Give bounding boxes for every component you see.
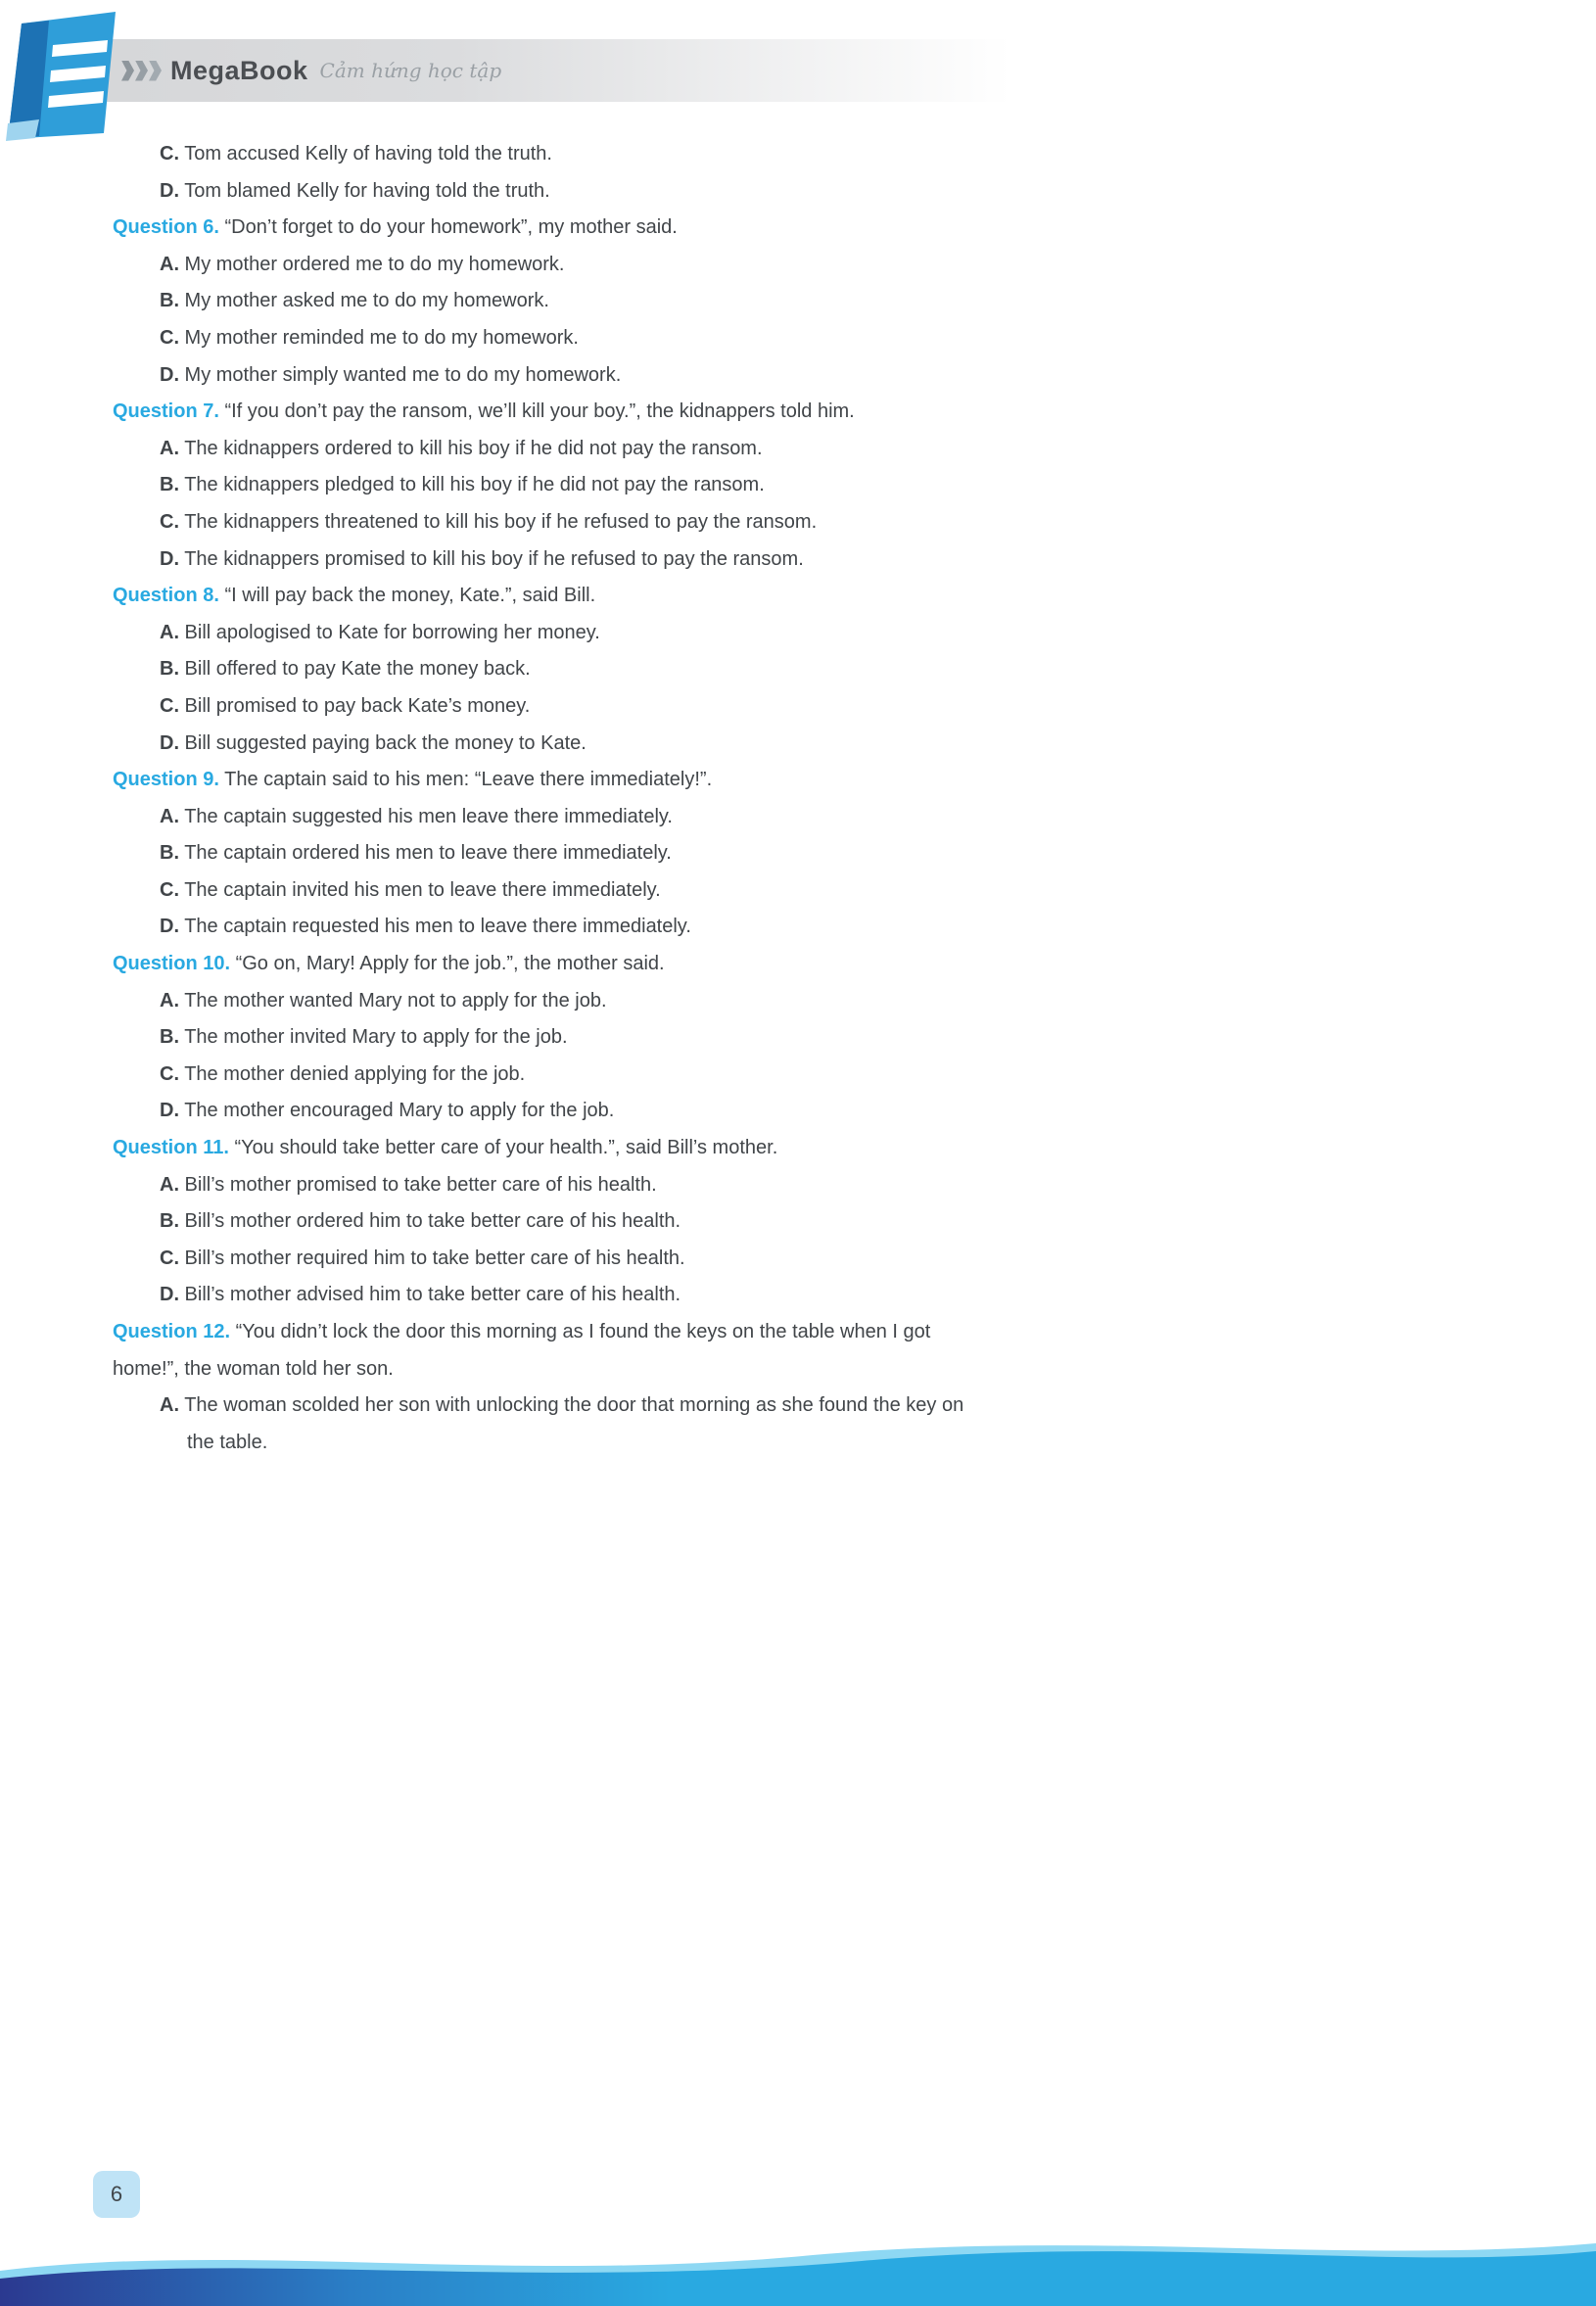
answer-option: B. The kidnappers pledged to kill his boy if he did not pay the ransom.	[160, 474, 765, 496]
answer-option: A. The mother wanted Mary not to apply for the job.	[160, 989, 607, 1012]
option-letter: B.	[160, 290, 179, 312]
question-label: Question 9.	[113, 769, 219, 791]
option-letter: A.	[160, 805, 179, 827]
option-letter: C.	[160, 1247, 179, 1269]
option-letter: A.	[160, 989, 179, 1012]
answer-option: D. The kidnappers promised to kill his boy if he refused to pay the ransom.	[160, 547, 804, 570]
option-letter: A.	[160, 1173, 179, 1196]
option-letter: D.	[160, 1100, 179, 1122]
question-block	[113, 946, 994, 1130]
answer-option: A. Bill apologised to Kate for borrowing her money.	[160, 621, 600, 643]
answer-option: C. Bill promised to pay back Kate’s money.	[160, 694, 531, 717]
question-label: Question 10.	[113, 953, 231, 975]
answer-option: B. The captain ordered his men to leave there immediately.	[160, 842, 672, 865]
answer-option: B. Bill’s mother ordered him to take better care of his health.	[160, 1210, 681, 1233]
question-prompt: Question 11. “You should take better care of your health.”, said Bill’s mother.	[113, 1137, 778, 1159]
answer-option: A. My mother ordered me to do my homework.	[160, 253, 565, 275]
brand-tagline: Cảm hứng học tập	[319, 59, 502, 82]
question-block	[113, 394, 994, 578]
answer-option: C. My mother reminded me to do my homework.	[160, 326, 579, 349]
question-label: Question 11.	[113, 1137, 229, 1159]
answer-option: D. My mother simply wanted me to do my homework.	[160, 363, 622, 386]
question-prompt: Question 9. The captain said to his men: “Leave there immediately!”.	[113, 769, 713, 791]
option-letter: B.	[160, 842, 179, 865]
brand-banner	[57, 39, 1051, 102]
triple-chevron-right-icon	[121, 61, 163, 81]
question-prompt: Question 12. “You didn’t lock the door this morning as I found the keys on the table when I got home!”, the woman told her son.	[113, 1321, 931, 1380]
content-area	[113, 136, 994, 1461]
answer-option: B. Bill offered to pay Kate the money back.	[160, 658, 531, 681]
page-number-badge	[93, 2171, 140, 2218]
option-letter: A.	[160, 1394, 179, 1417]
option-letter: D.	[160, 1284, 179, 1306]
answer-option: A. The woman scolded her son with unlocking the door that morning as she found the key on the table.	[160, 1394, 964, 1453]
option-letter: C.	[160, 510, 179, 533]
option-letter: D.	[160, 731, 179, 754]
answer-option: D. Tom blamed Kelly for having told the truth.	[160, 179, 550, 202]
option-letter: B.	[160, 1026, 179, 1049]
answer-option: D. The mother encouraged Mary to apply for the job.	[160, 1100, 615, 1122]
question-label: Question 6.	[113, 216, 219, 239]
answer-option: B. My mother asked me to do my homework.	[160, 290, 549, 312]
option-letter: B.	[160, 1210, 179, 1233]
option-letter: A.	[160, 437, 179, 459]
answer-option: A. The kidnappers ordered to kill his boy if he did not pay the ransom.	[160, 437, 763, 459]
question-prompt: Question 8. “I will pay back the money, Kate.”, said Bill.	[113, 585, 596, 607]
option-letter: D.	[160, 179, 179, 202]
corner-bookmark-decoration	[6, 8, 125, 143]
answer-option: A. Bill’s mother promised to take better care of his health.	[160, 1173, 657, 1196]
question-prompt: Question 7. “If you don’t pay the ransom, we’ll kill your boy.”, the kidnappers told him.	[113, 400, 855, 423]
answer-option: C. The mother denied applying for the job.	[160, 1062, 526, 1085]
option-letter: D.	[160, 916, 179, 938]
answer-option: B. The mother invited Mary to apply for the job.	[160, 1026, 568, 1049]
question-label: Question 12.	[113, 1321, 231, 1342]
option-letter: B.	[160, 474, 179, 496]
answer-option: C. Bill’s mother required him to take better care of his health.	[160, 1247, 685, 1269]
option-letter: A.	[160, 621, 179, 643]
answer-option: D. The captain requested his men to leave there immediately.	[160, 916, 691, 938]
answer-option: D. Bill’s mother advised him to take better care of his health.	[160, 1284, 681, 1306]
question-prompt: Question 6. “Don’t forget to do your homework”, my mother said.	[113, 216, 678, 239]
brand-name: MegaBook	[170, 55, 308, 85]
answer-option: A. The captain suggested his men leave there immediately.	[160, 805, 673, 827]
option-letter: D.	[160, 363, 179, 386]
option-letter: D.	[160, 547, 179, 570]
question-block	[113, 1314, 994, 1461]
option-letter: C.	[160, 694, 179, 717]
option-letter: C.	[160, 1062, 179, 1085]
option-letter: B.	[160, 658, 179, 681]
question-prompt: Question 10. “Go on, Mary! Apply for the job.”, the mother said.	[113, 953, 665, 975]
question-label: Question 7.	[113, 400, 219, 423]
answer-option: C. Tom accused Kelly of having told the truth.	[160, 143, 552, 165]
answer-option: C. The kidnappers threatened to kill his boy if he refused to pay the ransom.	[160, 510, 818, 533]
option-letter: C.	[160, 878, 179, 901]
option-letter: C.	[160, 326, 179, 349]
leading-options	[113, 136, 994, 210]
question-label: Question 8.	[113, 585, 219, 607]
option-letter: A.	[160, 253, 179, 275]
question-block	[113, 210, 994, 394]
question-block	[113, 1130, 994, 1314]
footer-wave-decoration	[0, 2228, 1596, 2306]
answer-option: C. The captain invited his men to leave there immediately.	[160, 878, 661, 901]
question-list	[113, 210, 994, 1461]
question-block	[113, 578, 994, 762]
answer-option: D. Bill suggested paying back the money to Kate.	[160, 731, 587, 754]
question-block	[113, 762, 994, 946]
page-number: 6	[110, 2182, 123, 2206]
option-letter: C.	[160, 143, 179, 165]
